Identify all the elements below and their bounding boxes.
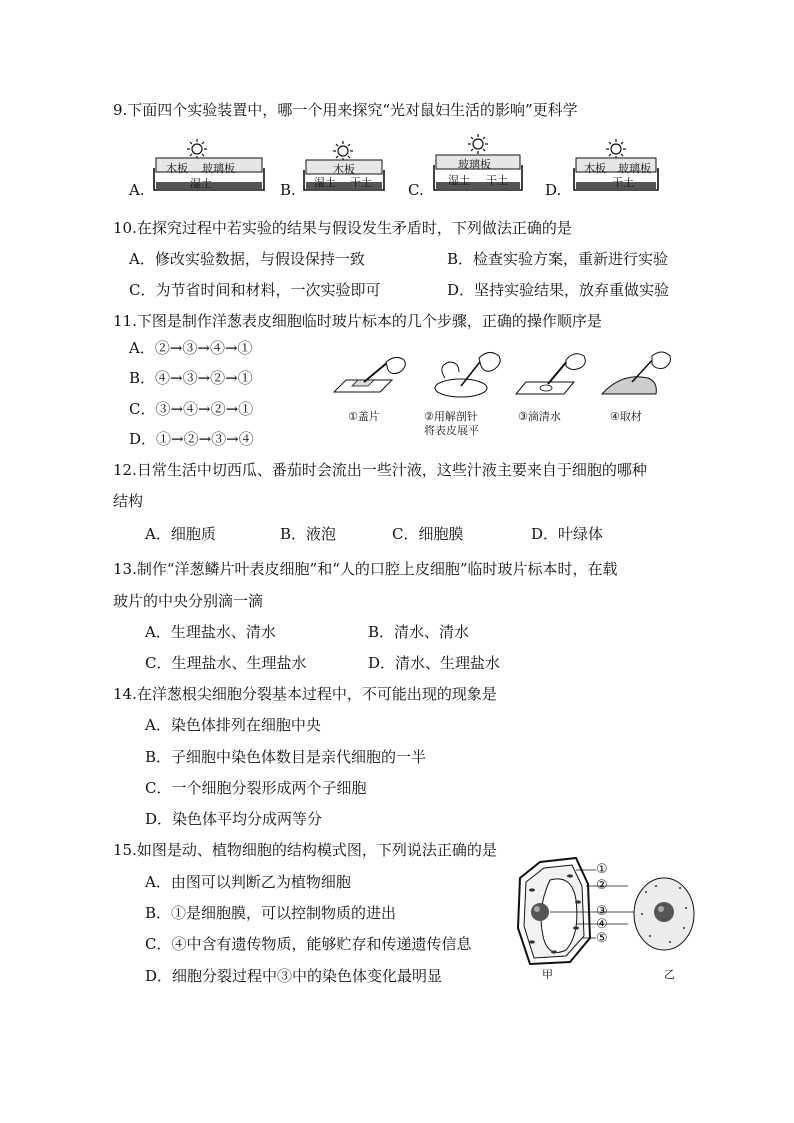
- q14-option-c: C．一个细胞分裂形成两个子细胞: [145, 779, 367, 797]
- q9-d-top-1: 玻璃板: [618, 162, 651, 175]
- q9-b-bottom-0: 湿土: [314, 176, 336, 189]
- q15-stem: 15.如图是动、植物细胞的结构模式图，下列说法正确的是: [113, 841, 497, 859]
- q9-c-bottom-0: 湿土: [448, 174, 470, 187]
- q9-option-c-label: C.: [408, 181, 424, 199]
- q11-step-4: ④取材: [610, 410, 642, 423]
- sun-icon: [606, 139, 626, 159]
- cell-label-3: ③: [596, 904, 608, 919]
- q9-a-top-0: 木板: [166, 162, 188, 175]
- coverslip-step-illustration: [330, 348, 410, 406]
- q9-c-top-0: 玻璃板: [458, 158, 491, 171]
- sun-icon: [333, 141, 353, 161]
- q9-b-bottom-1: 干土: [350, 176, 372, 189]
- q13-option-a: A．生理盐水、清水: [145, 623, 276, 641]
- cell-name-plant: 甲: [542, 968, 553, 981]
- q11-step-2: ②用解剖针: [424, 410, 478, 423]
- cell-name-animal: 乙: [664, 968, 675, 981]
- q11-option-d: D．①→②→③→④: [129, 430, 254, 448]
- animal-cell-illustration: [634, 878, 694, 950]
- cell-structure-diagram: [510, 858, 710, 983]
- cell-label-2: ②: [596, 878, 608, 893]
- q15-option-b: B．①是细胞膜，可以控制物质的进出: [145, 904, 397, 922]
- q9-d-top-0: 木板: [584, 162, 606, 175]
- q12-option-b: B．液泡: [280, 525, 337, 543]
- q9-b-top-0: 木板: [333, 163, 355, 176]
- q13-option-d: D．清水、生理盐水: [368, 654, 501, 672]
- cell-label-1: ①: [596, 862, 608, 877]
- q11-option-b: B．④→③→②→①: [129, 369, 253, 387]
- q9-option-b-label: B.: [280, 181, 296, 199]
- q10-option-a: A．修改实验数据，与假设保持一致: [129, 250, 365, 268]
- sun-icon: [468, 134, 488, 154]
- q15-option-d: D．细胞分裂过程中③中的染色体变化最明显: [145, 967, 443, 985]
- q10-option-d: D．坚持实验结果，放弃重做实验: [447, 281, 670, 299]
- sun-icon: [187, 139, 207, 159]
- q11-step-1: ①盖片: [348, 410, 380, 423]
- onion-sampling-step-illustration: [598, 348, 678, 406]
- q14-option-d: D．染色体平均分成两等分: [145, 810, 323, 828]
- q9-stem: 9.下面四个实验装置中，哪一个用来探究“光对鼠妇生活的影响”更科学: [113, 101, 578, 119]
- cell-label-4: ④: [596, 917, 608, 932]
- q11-step-2-cont: 将表皮展平: [424, 424, 479, 437]
- q9-option-a-label: A.: [129, 181, 145, 199]
- q11-step-3: ③滴清水: [518, 410, 561, 423]
- q12-option-d: D．叶绿体: [531, 525, 604, 543]
- q13-option-c: C．生理盐水、生理盐水: [145, 654, 307, 672]
- q13-stem-line1: 13.制作“洋葱鳞片叶表皮细胞”和“人的口腔上皮细胞”临时玻片标本时，在载: [113, 560, 618, 578]
- q12-stem-line2: 结构: [113, 492, 144, 510]
- q13-option-b: B．清水、清水: [368, 623, 470, 641]
- q12-option-a: A．细胞质: [145, 525, 216, 543]
- q10-option-c: C．为节省时间和材料，一次实验即可: [129, 281, 381, 299]
- q10-option-b: B．检查实验方案，重新进行实验: [447, 250, 669, 268]
- q9-a-top-1: 玻璃板: [202, 162, 235, 175]
- q10-stem: 10.在探究过程中若实验的结果与假设发生矛盾时，下列做法正确的是: [113, 219, 572, 237]
- q12-option-c: C．细胞膜: [392, 525, 464, 543]
- plant-cell-illustration: [518, 858, 590, 964]
- q9-a-bottom-0: 湿土: [190, 177, 212, 190]
- q12-stem-line1: 12.日常生活中切西瓜、番茄时会流出一些汁液，这些汁液主要来自于细胞的哪种: [113, 461, 647, 479]
- dissecting-needle-step-illustration: [425, 348, 505, 406]
- q15-option-a: A．由图可以判断乙为植物细胞: [145, 873, 351, 891]
- cell-label-5: ⑤: [596, 931, 608, 946]
- q11-option-a: A．②→③→④→①: [129, 339, 253, 357]
- q11-stem: 11.下图是制作洋葱表皮细胞临时玻片标本的几个步骤，正确的操作顺序是: [113, 312, 602, 330]
- q9-option-d-label: D.: [545, 181, 562, 199]
- q14-stem: 14.在洋葱根尖细胞分裂基本过程中，不可能出现的现象是: [113, 685, 497, 703]
- q14-option-a: A．染色体排列在细胞中央: [145, 716, 321, 734]
- q14-option-b: B．子细胞中染色体数目是亲代细胞的一半: [145, 748, 427, 766]
- dropper-step-illustration: [512, 348, 592, 406]
- q9-c-bottom-1: 干土: [486, 174, 508, 187]
- q11-option-c: C．③→④→②→①: [129, 400, 254, 418]
- q9-d-bottom-0: 干土: [612, 176, 634, 189]
- q13-stem-line2: 玻片的中央分别滴一滴: [113, 592, 264, 610]
- q15-option-c: C．④中含有遗传物质，能够贮存和传递遗传信息: [145, 935, 472, 953]
